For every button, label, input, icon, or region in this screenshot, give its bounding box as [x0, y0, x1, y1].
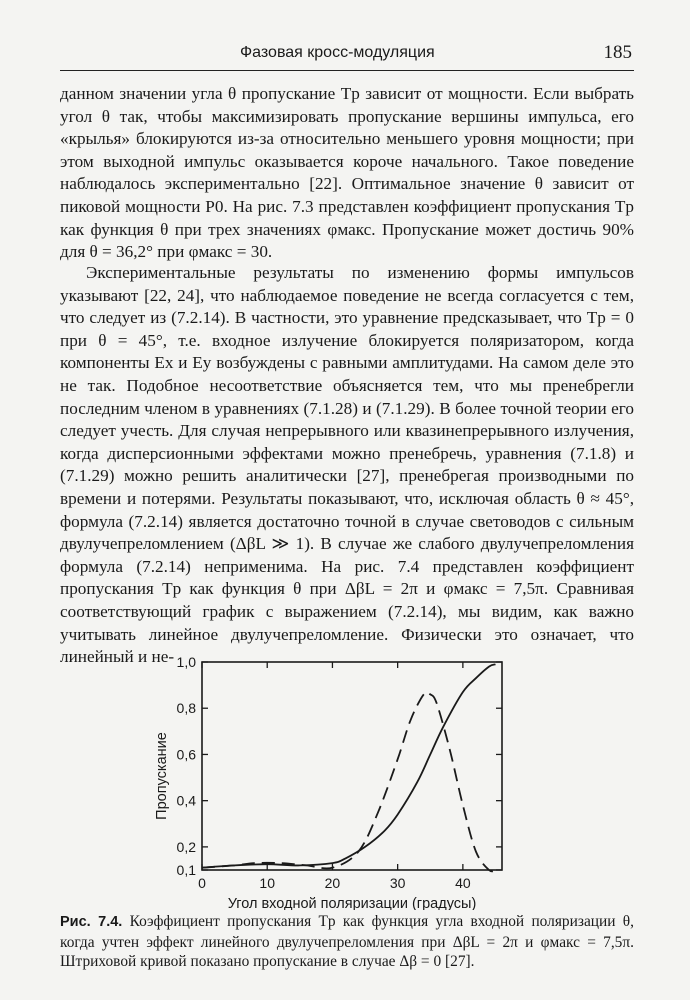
series-solid-line: [202, 664, 496, 867]
x-tick-label: 40: [455, 875, 471, 891]
x-tick-label: 10: [259, 875, 276, 891]
paragraph-1: данном значении угла θ пропускание Tp зависит от мощности. Если выбрать угол θ так, чтобы максимизировать пропускание вершины импульса, его «крылья» блокируются из-за относительно меньшего уровня мощности; при этом выходной импульс оказывается короче начального. Такое поведение наблюдалось экспериментально [22]. Оптимальное значение θ зависит от пиковой мощности P0. На рис. 7.3 представлен коэффициент пропускания Tp как функция θ при трех значениях φмакс. Пропускание может достичь 90% для θ = 36,2° при φмакс = 30.: [60, 84, 634, 262]
x-tick-label: 30: [389, 875, 406, 891]
y-tick-label: 0,1: [176, 862, 196, 878]
figure-caption: [60, 912, 634, 972]
caption-label: Рис. 7.4.: [60, 914, 123, 930]
y-tick-label: 0,4: [176, 792, 196, 809]
y-tick-label: 0,8: [176, 700, 196, 717]
paragraph-1-block: [60, 83, 634, 264]
running-header: [60, 42, 634, 71]
x-tick-label: 20: [324, 875, 341, 891]
paragraph-2: Экспериментальные результаты по изменению формы импульсов указывают [22, 24], что наблюдаемое поведение не всегда согласуется с тем, что следует из (7.2.14). В частности, это уравнение предсказывает, что Tp = 0 при θ = 45°, т.е. входное излучение блокируется поляризатором, когда компоненты Ex и Ey возбуждены с равными амплитудами. На самом деле это не так. Подобное несоответствие объясняется тем, что мы пренебрегли последним членом в уравнениях (7.1.28) и (7.1.29). В более точной теории его следует учесть. Для случая непрерывного или квазинепрерывного излучения, когда дисперсионными эффектами можно пренебречь, уравнения (7.1.8) и (7.1.29) можно решить аналитически [27], пренебрегая производными по времени и потерями. Результаты показывают, что, исключая область θ ≈ 45°, формула (7.2.14) является достаточно точной в случае световодов с сильным двулучепреломлением (ΔβL ≫ 1). В случае же слабого двулучепреломления формула (7.2.14) неприменима. На рис. 7.4 представлен коэффициент пропускания Tp как функция θ при ΔβL = 2π и φмакс = 7,5π. Сравнивая соответствующий график с выражением (7.2.14), мы видим, как важно учитывать линейное двулучепреломление. Физически это означает, что линейный и не-: [60, 263, 634, 667]
y-tick-label: 1,0: [176, 654, 196, 670]
running-title: Фазовая кросс-модуляция: [240, 44, 435, 61]
transmission-chart: [150, 648, 650, 910]
y-tick-label: 0,2: [176, 838, 196, 855]
x-tick-label: 0: [198, 875, 206, 891]
paragraph-2-block: [60, 262, 634, 669]
plot-frame: [202, 662, 502, 870]
figure-7-4: [150, 648, 650, 910]
series-dashed-line: [202, 692, 496, 871]
caption-text: Коэффициент пропускания Tp как функция угла входной поляризации θ, когда учтен эффект линейного двулучепреломления при ΔβL = 2π и φмакс = 7,5π. Штриховой кривой показано пропускание в случае Δβ = 0 [27].: [60, 913, 634, 970]
page-number: 185: [603, 42, 632, 63]
y-axis-label: Пропускание: [154, 732, 170, 820]
y-tick-label: 0,6: [176, 746, 196, 763]
x-axis-label: Угол входной поляризации (градусы): [227, 896, 477, 910]
